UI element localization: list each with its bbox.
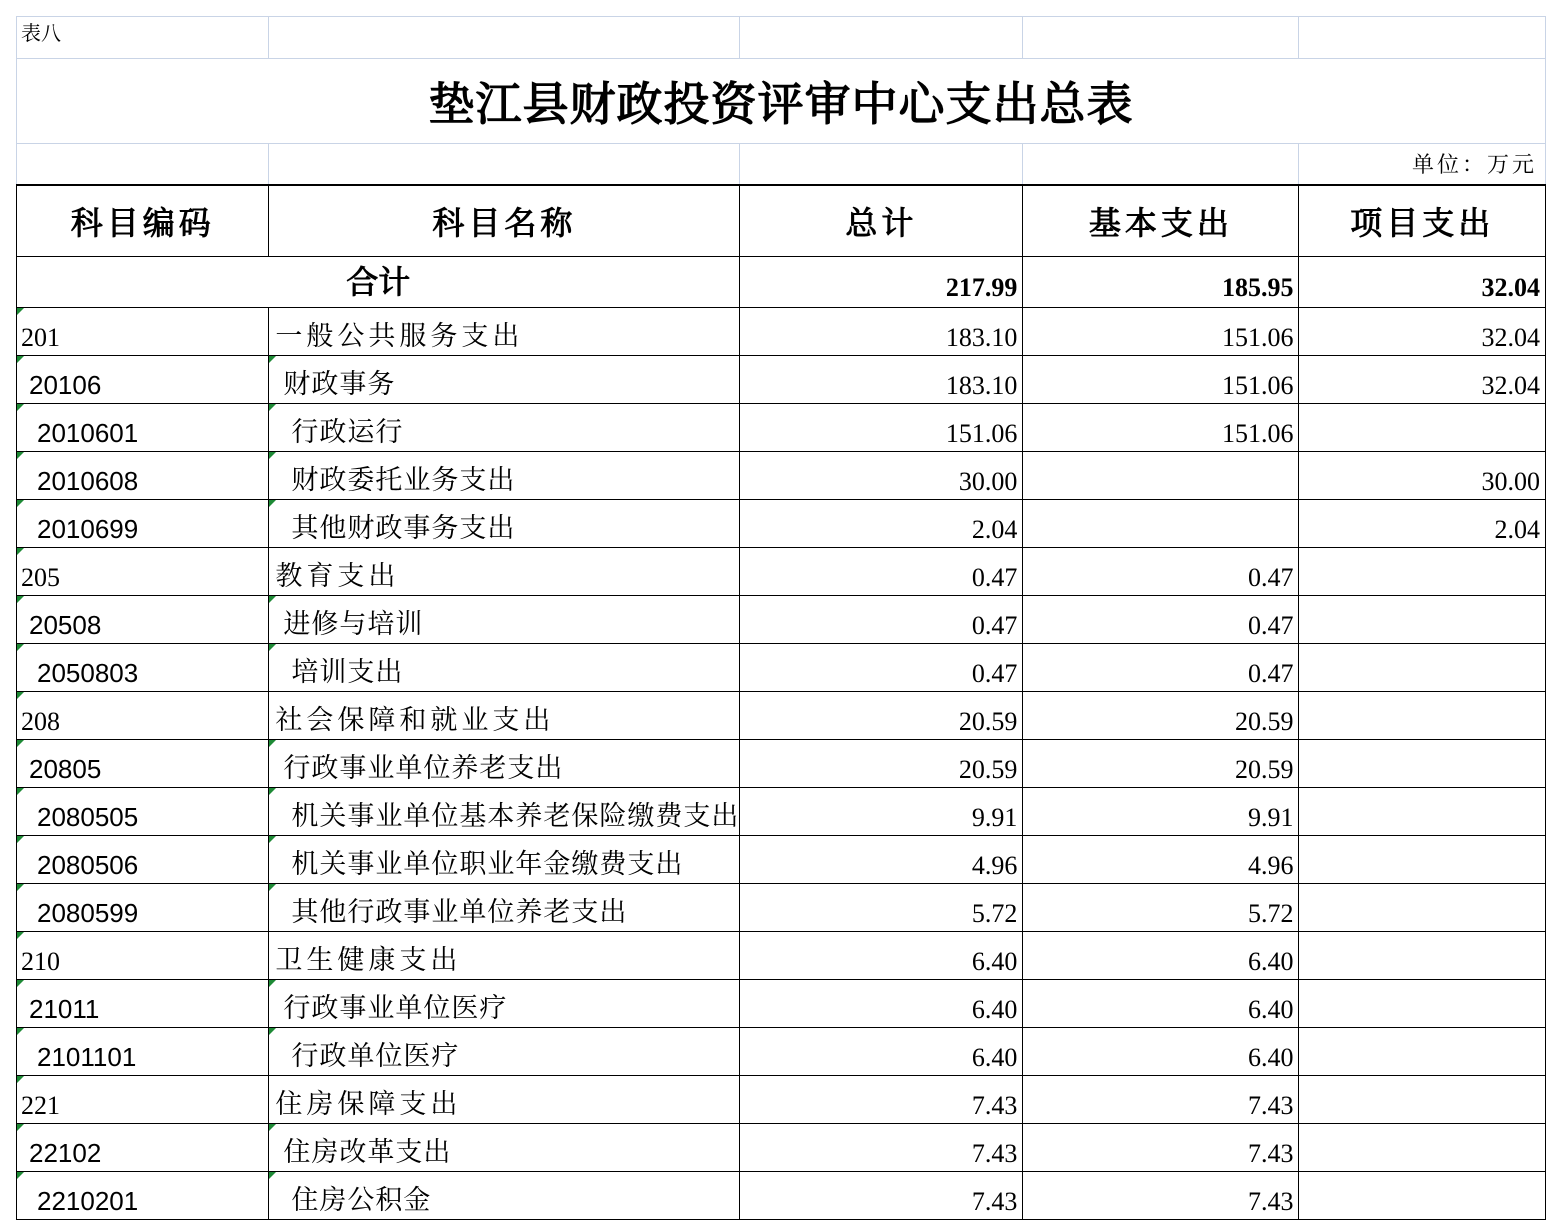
row-total: 183.10 bbox=[740, 308, 1023, 356]
sheet-tag: 表八 bbox=[17, 17, 269, 59]
row-basic: 0.47 bbox=[1023, 596, 1299, 644]
row-project bbox=[1299, 1076, 1546, 1124]
empty-cell bbox=[740, 17, 1023, 59]
row-code: 2210201 bbox=[17, 1172, 269, 1220]
row-basic: 20.59 bbox=[1023, 740, 1299, 788]
empty-cell bbox=[269, 17, 740, 59]
row-total: 30.00 bbox=[740, 452, 1023, 500]
row-project bbox=[1299, 692, 1546, 740]
row-code: 2101101 bbox=[17, 1028, 269, 1076]
row-code: 20508 bbox=[17, 596, 269, 644]
header-basic: 基本支出 bbox=[1023, 185, 1299, 257]
row-code: 22102 bbox=[17, 1124, 269, 1172]
row-project bbox=[1299, 404, 1546, 452]
row-name: 行政事业单位医疗 bbox=[269, 980, 740, 1028]
row-basic: 151.06 bbox=[1023, 308, 1299, 356]
empty-cell bbox=[1299, 17, 1546, 59]
row-total: 6.40 bbox=[740, 1028, 1023, 1076]
summary-basic: 185.95 bbox=[1023, 257, 1299, 308]
table-row bbox=[17, 500, 1546, 548]
row-code: 20106 bbox=[17, 356, 269, 404]
empty-cell bbox=[740, 144, 1023, 185]
header-code: 科目编码 bbox=[17, 185, 269, 257]
row-name: 其他行政事业单位养老支出 bbox=[269, 884, 740, 932]
table-row bbox=[17, 452, 1546, 500]
row-basic: 7.43 bbox=[1023, 1124, 1299, 1172]
spending-summary-table bbox=[16, 16, 1546, 1220]
table-row bbox=[17, 356, 1546, 404]
row-total: 151.06 bbox=[740, 404, 1023, 452]
empty-cell bbox=[269, 144, 740, 185]
row-code: 205 bbox=[17, 548, 269, 596]
row-project bbox=[1299, 836, 1546, 884]
table-row bbox=[17, 1076, 1546, 1124]
row-total: 7.43 bbox=[740, 1076, 1023, 1124]
row-basic: 4.96 bbox=[1023, 836, 1299, 884]
row-code: 201 bbox=[17, 308, 269, 356]
row-name: 一般公共服务支出 bbox=[269, 308, 740, 356]
table-row bbox=[17, 596, 1546, 644]
row-basic: 6.40 bbox=[1023, 980, 1299, 1028]
table-row bbox=[17, 1172, 1546, 1220]
row-project bbox=[1299, 644, 1546, 692]
row-basic: 0.47 bbox=[1023, 548, 1299, 596]
summary-row bbox=[17, 257, 1546, 308]
row-basic: 20.59 bbox=[1023, 692, 1299, 740]
row-basic: 6.40 bbox=[1023, 932, 1299, 980]
row-name: 住房改革支出 bbox=[269, 1124, 740, 1172]
row-basic: 5.72 bbox=[1023, 884, 1299, 932]
row-basic: 9.91 bbox=[1023, 788, 1299, 836]
table-row bbox=[17, 932, 1546, 980]
row-total: 7.43 bbox=[740, 1124, 1023, 1172]
row-total: 6.40 bbox=[740, 980, 1023, 1028]
row-basic: 151.06 bbox=[1023, 356, 1299, 404]
row-total: 20.59 bbox=[740, 740, 1023, 788]
row-code: 2050803 bbox=[17, 644, 269, 692]
header-project: 项目支出 bbox=[1299, 185, 1546, 257]
row-total: 2.04 bbox=[740, 500, 1023, 548]
row-code: 208 bbox=[17, 692, 269, 740]
row-total: 6.40 bbox=[740, 932, 1023, 980]
row-project bbox=[1299, 788, 1546, 836]
row-code: 210 bbox=[17, 932, 269, 980]
row-total: 0.47 bbox=[740, 644, 1023, 692]
row-code: 21011 bbox=[17, 980, 269, 1028]
row-total: 5.72 bbox=[740, 884, 1023, 932]
table-row bbox=[17, 836, 1546, 884]
row-project: 30.00 bbox=[1299, 452, 1546, 500]
row-project bbox=[1299, 1028, 1546, 1076]
row-code: 2080599 bbox=[17, 884, 269, 932]
row-name: 其他财政事务支出 bbox=[269, 500, 740, 548]
page-title: 垫江县财政投资评审中心支出总表 bbox=[17, 59, 1546, 144]
row-basic bbox=[1023, 500, 1299, 548]
table-row bbox=[17, 980, 1546, 1028]
row-name: 行政单位医疗 bbox=[269, 1028, 740, 1076]
row-name: 住房保障支出 bbox=[269, 1076, 740, 1124]
table-row bbox=[17, 788, 1546, 836]
row-name: 行政运行 bbox=[269, 404, 740, 452]
table-row bbox=[17, 1028, 1546, 1076]
row-basic: 7.43 bbox=[1023, 1172, 1299, 1220]
row-total: 0.47 bbox=[740, 548, 1023, 596]
row-total: 183.10 bbox=[740, 356, 1023, 404]
row-basic: 0.47 bbox=[1023, 644, 1299, 692]
table-row bbox=[17, 404, 1546, 452]
row-name: 行政事业单位养老支出 bbox=[269, 740, 740, 788]
table-row bbox=[17, 1124, 1546, 1172]
table-row bbox=[17, 692, 1546, 740]
row-name: 财政事务 bbox=[269, 356, 740, 404]
empty-cell bbox=[17, 144, 269, 185]
row-name: 卫生健康支出 bbox=[269, 932, 740, 980]
row-total: 9.91 bbox=[740, 788, 1023, 836]
row-project bbox=[1299, 740, 1546, 788]
header-total: 总计 bbox=[740, 185, 1023, 257]
row-project bbox=[1299, 1172, 1546, 1220]
row-name: 培训支出 bbox=[269, 644, 740, 692]
summary-project: 32.04 bbox=[1299, 257, 1546, 308]
row-total: 7.43 bbox=[740, 1172, 1023, 1220]
row-name: 进修与培训 bbox=[269, 596, 740, 644]
header-name: 科目名称 bbox=[269, 185, 740, 257]
row-project bbox=[1299, 596, 1546, 644]
row-project bbox=[1299, 980, 1546, 1028]
row-total: 4.96 bbox=[740, 836, 1023, 884]
row-name: 机关事业单位职业年金缴费支出 bbox=[269, 836, 740, 884]
table-row bbox=[17, 740, 1546, 788]
row-code: 2010699 bbox=[17, 500, 269, 548]
row-project bbox=[1299, 884, 1546, 932]
table-row bbox=[17, 644, 1546, 692]
row-project bbox=[1299, 548, 1546, 596]
table-row bbox=[17, 308, 1546, 356]
summary-label: 合计 bbox=[17, 257, 740, 308]
row-total: 0.47 bbox=[740, 596, 1023, 644]
row-name: 社会保障和就业支出 bbox=[269, 692, 740, 740]
row-basic: 6.40 bbox=[1023, 1028, 1299, 1076]
row-project bbox=[1299, 1124, 1546, 1172]
row-code: 20805 bbox=[17, 740, 269, 788]
table-row bbox=[17, 548, 1546, 596]
row-project: 2.04 bbox=[1299, 500, 1546, 548]
row-code: 2010608 bbox=[17, 452, 269, 500]
row-name: 机关事业单位基本养老保险缴费支出 bbox=[269, 788, 740, 836]
summary-total: 217.99 bbox=[740, 257, 1023, 308]
row-name: 财政委托业务支出 bbox=[269, 452, 740, 500]
row-code: 221 bbox=[17, 1076, 269, 1124]
row-code: 2080505 bbox=[17, 788, 269, 836]
row-basic: 151.06 bbox=[1023, 404, 1299, 452]
row-project: 32.04 bbox=[1299, 308, 1546, 356]
header-row bbox=[17, 185, 1546, 257]
table-row bbox=[17, 884, 1546, 932]
unit-label: 单位：万元 bbox=[1299, 144, 1546, 185]
row-code: 2080506 bbox=[17, 836, 269, 884]
row-project bbox=[1299, 932, 1546, 980]
row-total: 20.59 bbox=[740, 692, 1023, 740]
row-name: 住房公积金 bbox=[269, 1172, 740, 1220]
empty-cell bbox=[1023, 144, 1299, 185]
empty-cell bbox=[1023, 17, 1299, 59]
row-basic: 7.43 bbox=[1023, 1076, 1299, 1124]
row-code: 2010601 bbox=[17, 404, 269, 452]
row-name: 教育支出 bbox=[269, 548, 740, 596]
row-project: 32.04 bbox=[1299, 356, 1546, 404]
row-basic bbox=[1023, 452, 1299, 500]
